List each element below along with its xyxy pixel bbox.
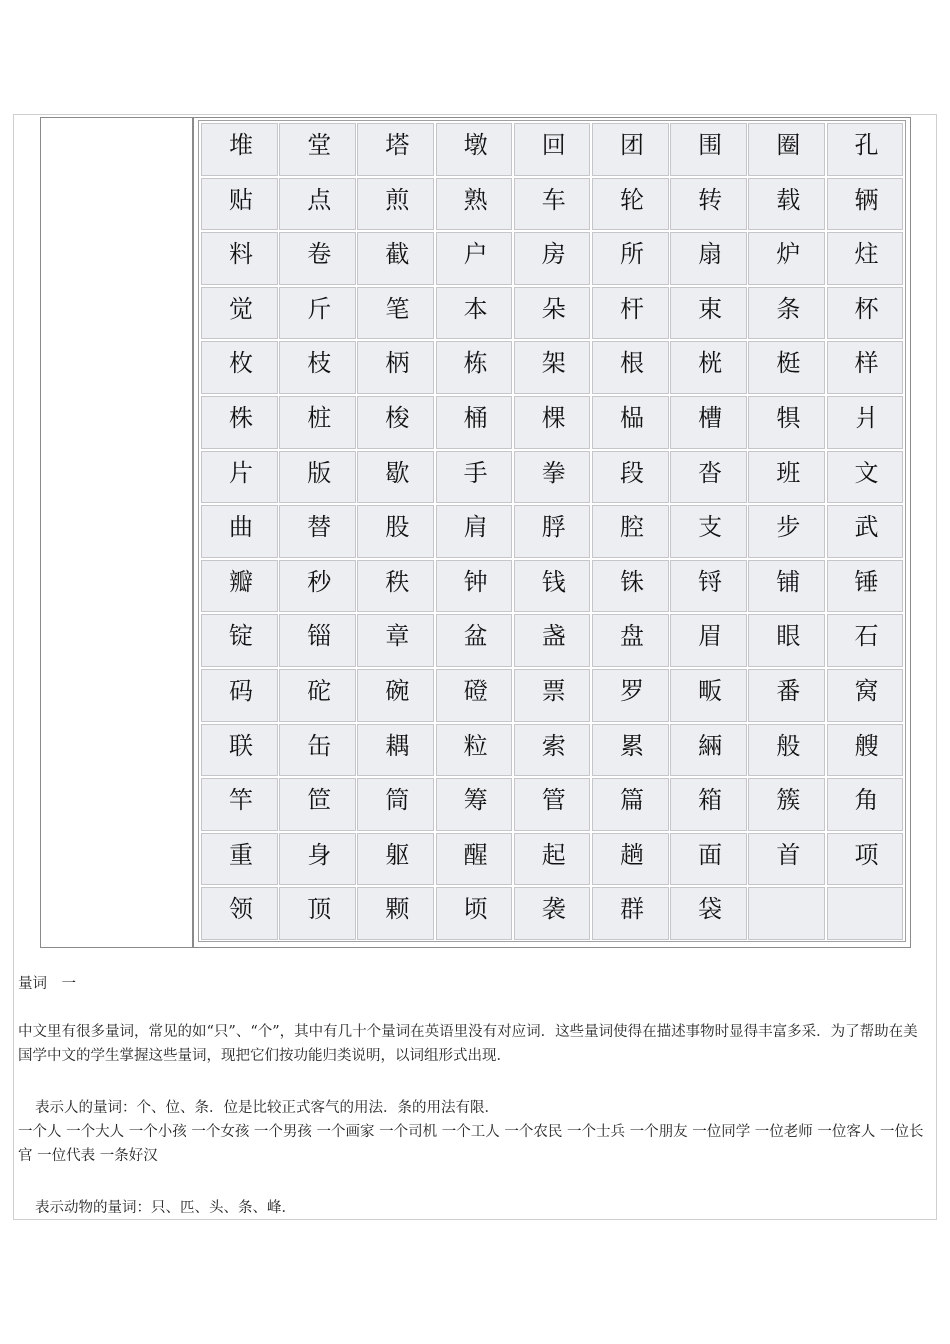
grid-cell: 身 (279, 833, 356, 886)
grid-cell: 锤 (827, 560, 904, 613)
grid-cell: 枚 (201, 341, 278, 394)
grid-cell: 码 (201, 669, 278, 722)
grid-cell: 截 (357, 232, 434, 285)
grid-cell: 墩 (436, 123, 513, 176)
grid-cell: 腔 (592, 505, 669, 558)
grid-cell: 卷 (279, 232, 356, 285)
measure-word-table (40, 117, 911, 948)
grid-cell: 重 (201, 833, 278, 886)
grid-cell: 铢 (592, 560, 669, 613)
grid-cell: 堂 (279, 123, 356, 176)
grid-cell: 袋 (670, 887, 747, 940)
grid-cell: 杯 (827, 287, 904, 340)
grid-cell: 眼 (748, 614, 825, 667)
grid-cell: 条 (748, 287, 825, 340)
grid-cell: 朵 (514, 287, 591, 340)
grid-cell: 醒 (436, 833, 513, 886)
character-grid (198, 120, 906, 942)
grid-cell: 项 (827, 833, 904, 886)
grid-cell: 武 (827, 505, 904, 558)
grid-cell: 章 (357, 614, 434, 667)
grid-cell: 炉 (748, 232, 825, 285)
grid-cell: 辆 (827, 178, 904, 231)
grid-cell: 样 (827, 341, 904, 394)
grid-cell: 束 (670, 287, 747, 340)
grid-cell: 枝 (279, 341, 356, 394)
grid-cell: 梭 (357, 396, 434, 449)
grid-cell: 株 (201, 396, 278, 449)
grid-cell: 料 (201, 232, 278, 285)
grid-cell: 铺 (748, 560, 825, 613)
grid-cell: 步 (748, 505, 825, 558)
intro-paragraph: 中文里有很多量词，常见的如“只”、“个”，其中有几十个量词在英语里没有对应词．这些量词使得在描述事物时显得丰富多采．为了帮助在美国学中文的学生掌握这些量词，现把它们按功能归类说明，以词组形式出现． (18, 1024, 918, 1064)
empty-left-cell (41, 118, 194, 947)
grid-cell: 钱 (514, 560, 591, 613)
grid-cell: 围 (670, 123, 747, 176)
grid-cell: 煎 (357, 178, 434, 231)
grid-cell: 圈 (748, 123, 825, 176)
grid-cell: 钟 (436, 560, 513, 613)
grid-cell: 番 (748, 669, 825, 722)
grid-cell: 票 (514, 669, 591, 722)
grid-cell: 架 (514, 341, 591, 394)
grid-cell: 畈 (670, 669, 747, 722)
grid-cell: 所 (592, 232, 669, 285)
grid-cell: 文 (827, 451, 904, 504)
grid-cell: 户 (436, 232, 513, 285)
grid-cell: 脬 (514, 505, 591, 558)
grid-cell: 梃 (748, 341, 825, 394)
grid-cell: 顶 (279, 887, 356, 940)
grid-cell: 股 (357, 505, 434, 558)
grid-cell: 簇 (748, 778, 825, 831)
grid-cell: 柄 (357, 341, 434, 394)
grid-cell: 盘 (592, 614, 669, 667)
grid-cell: 笸 (279, 778, 356, 831)
grid-cell: 载 (748, 178, 825, 231)
grid-cell: 轮 (592, 178, 669, 231)
grid-cell: 棵 (514, 396, 591, 449)
grid-cell: 贴 (201, 178, 278, 231)
grid-cell: 箱 (670, 778, 747, 831)
grid-cell: 窝 (827, 669, 904, 722)
grid-cell: 桄 (670, 341, 747, 394)
grid-cell: 犋 (748, 396, 825, 449)
grid-cell: 领 (201, 887, 278, 940)
people-examples: 一个人 一个大人 一个小孩 一个女孩 一个男孩 一个画家 一个司机 一个工人 一个农民 一个士兵 一个朋友 一位同学 一位老师 一位客人 一位长官 一位代表 一条好汉 (18, 1124, 924, 1164)
grid-cell: 躯 (357, 833, 434, 886)
grid-cell: 筹 (436, 778, 513, 831)
grid-cell: 缶 (279, 724, 356, 777)
grid-cell: 锊 (670, 560, 747, 613)
animal-measure-words-heading: 表示动物的量词：只、匹、头、条、峰． (35, 1200, 296, 1216)
grid-cell: 石 (827, 614, 904, 667)
grid-cell: 锭 (201, 614, 278, 667)
grid-cell: 曲 (201, 505, 278, 558)
people-measure-words-heading: 表示人的量词：个、位、条．位是比较正式客气的用法．条的用法有限． (35, 1100, 499, 1116)
grid-cell: 秩 (357, 560, 434, 613)
grid-cell: 房 (514, 232, 591, 285)
grid-cell: 车 (514, 178, 591, 231)
grid-cell: 版 (279, 451, 356, 504)
grid-cell: 砣 (279, 669, 356, 722)
grid-cell: 锱 (279, 614, 356, 667)
grid-cell: 面 (670, 833, 747, 886)
grid-cell: 孔 (827, 123, 904, 176)
grid-cell: 堆 (201, 123, 278, 176)
grid-cell: 桩 (279, 396, 356, 449)
grid-cell: 杆 (592, 287, 669, 340)
grid-cell: 沓 (670, 451, 747, 504)
grid-cell: 磴 (436, 669, 513, 722)
grid-cell: 桶 (436, 396, 513, 449)
grid-cell: 盏 (514, 614, 591, 667)
grid-cell: 碗 (357, 669, 434, 722)
grid-cell: 角 (827, 778, 904, 831)
grid-cell: 管 (514, 778, 591, 831)
grid-cell: 片 (201, 451, 278, 504)
grid-cell: 拳 (514, 451, 591, 504)
grid-cell: 根 (592, 341, 669, 394)
grid-cell: 罗 (592, 669, 669, 722)
grid-cell: 班 (748, 451, 825, 504)
grid-cell: 炷 (827, 232, 904, 285)
grid-cell: 回 (514, 123, 591, 176)
grid-cell: 粒 (436, 724, 513, 777)
grid-cell: 手 (436, 451, 513, 504)
grid-cell: 团 (592, 123, 669, 176)
grid-cell: 颗 (357, 887, 434, 940)
grid-cell: 扇 (670, 232, 747, 285)
grid-cell: 索 (514, 724, 591, 777)
grid-cell: 累 (592, 724, 669, 777)
grid-cell: 袭 (514, 887, 591, 940)
grid-cell: 般 (748, 724, 825, 777)
grid-cell: 秒 (279, 560, 356, 613)
grid-cell: 本 (436, 287, 513, 340)
grid-cell: 顷 (436, 887, 513, 940)
grid-cell: 群 (592, 887, 669, 940)
grid-cell: 起 (514, 833, 591, 886)
grid-cell: 耦 (357, 724, 434, 777)
grid-cell: 笔 (357, 287, 434, 340)
grid-cell: 瓣 (201, 560, 278, 613)
grid-cell: 替 (279, 505, 356, 558)
grid-cell: 爿 (827, 396, 904, 449)
grid-cell: 緉 (670, 724, 747, 777)
grid-cell: 艘 (827, 724, 904, 777)
grid-cell: 段 (592, 451, 669, 504)
grid-cell (827, 887, 904, 940)
grid-cell: 榀 (592, 396, 669, 449)
grid-cell: 塔 (357, 123, 434, 176)
grid-cell: 转 (670, 178, 747, 231)
grid-cell: 歇 (357, 451, 434, 504)
grid-cell: 觉 (201, 287, 278, 340)
grid-cell: 篇 (592, 778, 669, 831)
grid-cell: 支 (670, 505, 747, 558)
grid-cell: 熟 (436, 178, 513, 231)
grid-cell: 首 (748, 833, 825, 886)
grid-cell: 趟 (592, 833, 669, 886)
grid-cell: 栋 (436, 341, 513, 394)
grid-cell: 联 (201, 724, 278, 777)
section-title: 量词 一 (18, 976, 76, 992)
grid-cell (748, 887, 825, 940)
grid-cell: 斤 (279, 287, 356, 340)
grid-cell: 盆 (436, 614, 513, 667)
grid-cell: 竿 (201, 778, 278, 831)
grid-cell: 槽 (670, 396, 747, 449)
grid-cell: 筒 (357, 778, 434, 831)
grid-cell: 肩 (436, 505, 513, 558)
grid-cell: 眉 (670, 614, 747, 667)
grid-cell: 点 (279, 178, 356, 231)
